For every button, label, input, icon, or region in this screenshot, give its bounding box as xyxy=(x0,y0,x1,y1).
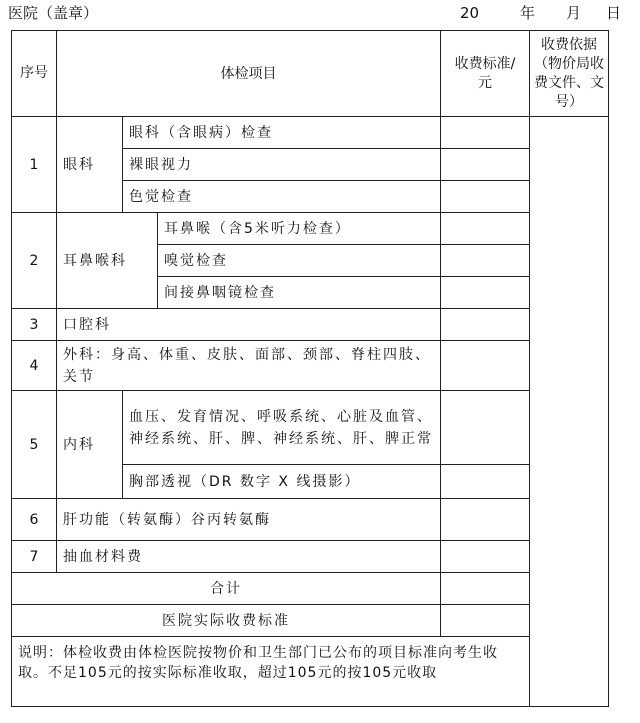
row-4-seq: 4 xyxy=(12,341,57,391)
table-header-row xyxy=(12,31,609,117)
row-3-item: 口腔科 xyxy=(57,309,441,341)
table-row xyxy=(12,213,609,245)
row-1-seq: 1 xyxy=(12,117,57,213)
row-5-seq: 5 xyxy=(12,391,57,499)
year-prefix: 20 xyxy=(460,4,480,22)
row-4-fee xyxy=(441,341,530,391)
row-6-item: 肝功能（转氨酶）谷丙转氨酶 xyxy=(57,499,441,541)
row-5-item-1-fee xyxy=(441,391,530,465)
fee-table xyxy=(11,30,609,707)
table-row xyxy=(12,541,609,573)
row-1-item-3: 色觉检查 xyxy=(123,181,441,213)
note-row xyxy=(12,637,609,707)
table-row xyxy=(12,117,609,149)
note-text: 说明：体检收费由体检医院按物价和卫生部门已公布的项目标准向考生收取。不足105元的按实际标准收取，超过105元的按105元收取 xyxy=(12,637,530,707)
day-unit: 日 xyxy=(606,4,622,22)
table-row xyxy=(12,605,609,637)
table-row xyxy=(12,573,609,605)
col-header-fee: 收费标准/元 xyxy=(441,31,530,117)
row-5-item-2-fee xyxy=(441,465,530,499)
table-row xyxy=(12,309,609,341)
row-1-item-2-fee xyxy=(441,149,530,181)
actual-fee-label: 医院实际收费标准 xyxy=(12,605,441,637)
row-6-fee xyxy=(441,499,530,541)
row-7-seq: 7 xyxy=(12,541,57,573)
row-5-item-1: 血压、发育情况、呼吸系统、心脏及血管、神经系统、肝、脾、神经系统、肝、脾正常 xyxy=(123,391,441,465)
table-row xyxy=(12,499,609,541)
basis-column-cell xyxy=(530,117,609,707)
year-unit: 年 xyxy=(520,4,536,22)
col-header-seq: 序号 xyxy=(12,31,57,117)
row-2-item-3-fee xyxy=(441,277,530,309)
row-7-fee xyxy=(441,541,530,573)
actual-fee-value xyxy=(441,605,530,637)
month-unit: 月 xyxy=(566,4,582,22)
row-4-item: 外科：身高、体重、皮肤、面部、颈部、脊柱四肢、关节 xyxy=(57,341,441,391)
row-7-item: 抽血材料费 xyxy=(57,541,441,573)
row-2-seq: 2 xyxy=(12,213,57,309)
row-1-item-3-fee xyxy=(441,181,530,213)
table-row xyxy=(12,341,609,391)
total-label: 合计 xyxy=(12,573,441,605)
row-2-item-2-fee xyxy=(441,245,530,277)
hospital-stamp-label: 医院（盖章） xyxy=(8,4,99,22)
row-2-dept: 耳鼻喉科 xyxy=(57,213,158,309)
row-1-item-1-fee xyxy=(441,117,530,149)
row-2-item-1-fee xyxy=(441,213,530,245)
row-6-seq: 6 xyxy=(12,499,57,541)
table-row xyxy=(12,391,609,465)
col-header-item: 体检项目 xyxy=(57,31,441,117)
row-2-item-3: 间接鼻咽镜检查 xyxy=(158,277,441,309)
row-5-item-2: 胸部透视（DR 数字 X 线摄影） xyxy=(123,465,441,499)
total-fee xyxy=(441,573,530,605)
row-2-item-1: 耳鼻喉（含5米听力检查） xyxy=(158,213,441,245)
col-header-basis: 收费依据（物价局收费文件、文号） xyxy=(530,31,609,117)
row-1-dept: 眼科 xyxy=(57,117,123,213)
row-2-item-2: 嗅觉检查 xyxy=(158,245,441,277)
row-5-dept: 内科 xyxy=(57,391,123,499)
row-3-seq: 3 xyxy=(12,309,57,341)
row-3-fee xyxy=(441,309,530,341)
row-1-item-1: 眼科（含眼病）检查 xyxy=(123,117,441,149)
row-1-item-2: 裸眼视力 xyxy=(123,149,441,181)
